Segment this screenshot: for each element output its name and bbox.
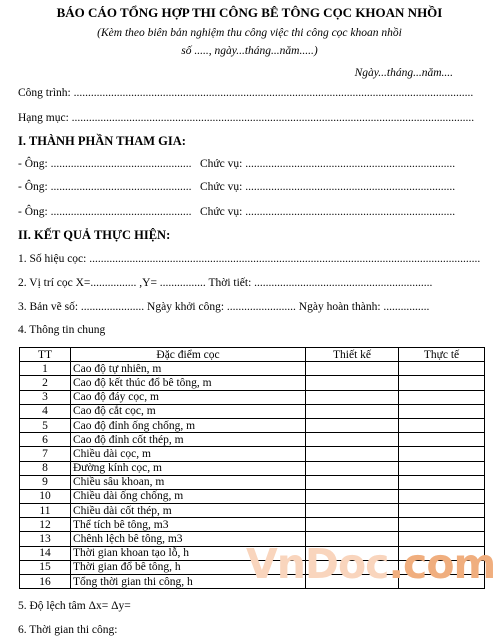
participant-name-1: - Ông: .................................................	[18, 158, 192, 170]
table-row	[20, 475, 485, 489]
cong-trinh-field: Công trình: ...........................................................................................................................................	[18, 87, 474, 99]
table-row	[20, 518, 485, 532]
design-cell	[306, 390, 399, 404]
header-actual: Thực tế	[399, 348, 485, 362]
actual-cell	[399, 418, 485, 432]
row-number: 8	[20, 461, 71, 475]
actual-cell	[399, 504, 485, 518]
design-cell	[306, 475, 399, 489]
row-number: 10	[20, 489, 71, 503]
row-characteristic: Cao độ cắt cọc, m	[71, 404, 306, 418]
actual-cell	[399, 461, 485, 475]
subtitle-line-2: số ....., ngày...tháng...năm.....)	[181, 45, 318, 57]
table-row	[20, 404, 485, 418]
row-characteristic: Thời gian đổ bê tông, h	[71, 560, 306, 574]
row-number: 4	[20, 404, 71, 418]
design-cell	[306, 404, 399, 418]
row-characteristic: Cao độ đỉnh cốt thép, m	[71, 433, 306, 447]
row-characteristic: Chiều dài cọc, m	[71, 447, 306, 461]
design-cell	[306, 433, 399, 447]
row-number: 13	[20, 532, 71, 546]
participant-position-2: Chức vụ: .........................................................................	[200, 181, 456, 193]
row-number: 6	[20, 433, 71, 447]
row-characteristic: Cao độ đáy cọc, m	[71, 390, 306, 404]
table-header-row	[20, 348, 485, 362]
drawing-dates-line: 3. Bản vẽ số: ...................... Ngày khởi công: ........................ Ngày hoàn thành: ................	[18, 301, 430, 313]
date-line: Ngày...tháng...năm....	[354, 67, 453, 79]
row-characteristic: Cao độ kết thúc đổ bê tông, m	[71, 376, 306, 390]
design-cell	[306, 504, 399, 518]
row-characteristic: Chiều sâu khoan, m	[71, 475, 306, 489]
vndoc-watermark	[246, 540, 495, 588]
construction-time-line: 6. Thời gian thi công:	[18, 624, 118, 636]
actual-cell	[399, 376, 485, 390]
actual-cell	[399, 489, 485, 503]
row-characteristic: Chiều dài cốt thép, m	[71, 504, 306, 518]
actual-cell	[399, 447, 485, 461]
header-characteristic: Đặc điểm cọc	[71, 348, 306, 362]
table-row	[20, 433, 485, 447]
general-info-label: 4. Thông tin chung	[18, 324, 106, 336]
watermark-suffix-text: .com	[388, 540, 496, 588]
eccentricity-line: 5. Độ lệch tâm Δx= Δy=	[18, 600, 131, 612]
table-row	[20, 362, 485, 376]
table-row	[20, 461, 485, 475]
participant-position-3: Chức vụ: .........................................................................	[200, 206, 456, 218]
participant-name-3: - Ông: .................................................	[18, 206, 192, 218]
watermark-main-text: VnDoc	[246, 540, 389, 588]
hang-muc-field: Hạng mục: ............................................................................................................................................	[18, 112, 475, 124]
actual-cell	[399, 518, 485, 532]
participant-position-1: Chức vụ: .........................................................................	[200, 158, 456, 170]
row-number: 11	[20, 504, 71, 518]
design-cell	[306, 418, 399, 432]
section-2-heading: II. KẾT QUẢ THỰC HIỆN:	[18, 228, 171, 242]
row-characteristic: Tổng thời gian thi công, h	[71, 575, 306, 589]
row-number: 12	[20, 518, 71, 532]
row-number: 7	[20, 447, 71, 461]
design-cell	[306, 489, 399, 503]
row-number: 16	[20, 575, 71, 589]
table-row	[20, 447, 485, 461]
row-characteristic: Cao độ tự nhiên, m	[71, 362, 306, 376]
design-cell	[306, 447, 399, 461]
design-cell	[306, 362, 399, 376]
row-characteristic: Chiều dài ống chống, m	[71, 489, 306, 503]
pile-number-line: 1. Số hiệu cọc: ........................................................................................................................................	[18, 253, 481, 265]
actual-cell	[399, 362, 485, 376]
row-characteristic: Chênh lệch bê tông, m3	[71, 532, 306, 546]
row-characteristic: Đường kính cọc, m	[71, 461, 306, 475]
row-characteristic: Thời gian khoan tạo lỗ, h	[71, 546, 306, 560]
row-number: 15	[20, 560, 71, 574]
table-row	[20, 390, 485, 404]
row-number: 3	[20, 390, 71, 404]
header-design: Thiết kế	[306, 348, 399, 362]
design-cell	[306, 518, 399, 532]
actual-cell	[399, 404, 485, 418]
actual-cell	[399, 475, 485, 489]
table-row	[20, 418, 485, 432]
table-row	[20, 504, 485, 518]
row-number: 1	[20, 362, 71, 376]
row-number: 14	[20, 546, 71, 560]
participant-name-2: - Ông: .................................................	[18, 181, 192, 193]
design-cell	[306, 376, 399, 390]
table-row	[20, 376, 485, 390]
actual-cell	[399, 433, 485, 447]
actual-cell	[399, 390, 485, 404]
row-characteristic: Cao độ đỉnh ống chống, m	[71, 418, 306, 432]
design-cell	[306, 461, 399, 475]
pile-position-line: 2. Vị trí cọc X=................ ,Y= ................ Thời tiết: ..............................................................	[18, 277, 433, 289]
header-tt: TT	[20, 348, 71, 362]
table-row	[20, 489, 485, 503]
document-title: BÁO CÁO TỔNG HỢP THI CÔNG BÊ TÔNG CỌC KHOAN NHỒI	[56, 5, 443, 20]
row-number: 5	[20, 418, 71, 432]
row-number: 9	[20, 475, 71, 489]
row-number: 2	[20, 376, 71, 390]
row-characteristic: Thể tích bê tông, m3	[71, 518, 306, 532]
subtitle-line-1: (Kèm theo biên bản nghiệm thu công việc thi công cọc khoan nhồi	[97, 27, 402, 39]
section-1-heading: I. THÀNH PHẦN THAM GIA:	[18, 134, 186, 148]
